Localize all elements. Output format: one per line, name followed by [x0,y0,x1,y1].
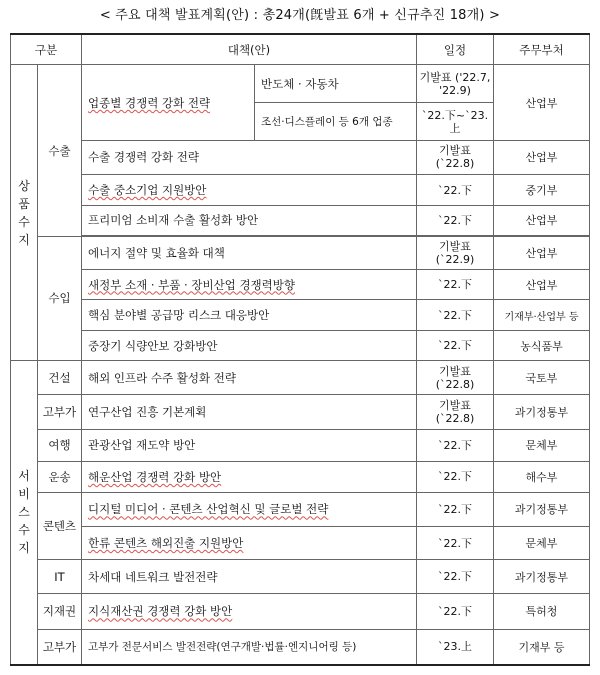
table-row [11,593,590,629]
ministry-cell: 해수부 [494,461,590,493]
group-goods: 상품수지 [11,65,38,360]
ministry-cell: 농식품부 [494,331,590,360]
subitem-cell: 조선·디스플레이 등 6개 업종 [255,103,417,141]
schedule-cell: `22.下 [417,493,494,527]
table-row [11,174,590,206]
ministry-cell: 문체부 [494,430,590,462]
table-row [11,526,590,560]
subgroup-import: 수입 [38,236,82,360]
ministry-cell: 과기정통부 [494,493,590,527]
subgroup-export: 수출 [38,65,82,236]
task-cell: 해외 인프라 수주 활성화 전략 [82,360,417,395]
ministry-cell: 산업부 [494,270,590,299]
table-row [11,236,590,270]
page-title: < 주요 대책 발표계획(안) : 총24개(旣발표 6개 + 신규추진 18개) > [99,8,501,23]
ministry-cell: 과기정통부 [494,395,590,430]
task-cell: 새정부 소재 · 부품 · 장비산업 경쟁력방향 [82,270,417,299]
schedule-cell: 기발표 ('22.7, '22.9) [417,65,494,103]
subgroup-contents: 콘텐츠 [38,493,82,560]
plan-table [10,33,590,666]
plan-table-container [10,33,589,666]
table-row [11,430,590,462]
task-cell: 차세대 네트워크 발전전략 [82,560,417,594]
table-row [11,461,590,493]
subgroup-ip: 지재권 [38,593,82,629]
ministry-cell: 산업부 [494,206,590,235]
table-row [11,629,590,665]
table-row [11,270,590,299]
subgroup-shipping: 운송 [38,461,82,493]
subgroup-tourism: 여행 [38,430,82,462]
schedule-cell: `22.下 [417,270,494,299]
table-row [11,493,590,527]
ministry-cell: 산업부 [494,65,590,141]
task-cell: 디지털 미디어 · 콘텐츠 산업혁신 및 글로벌 전략 [82,493,417,527]
schedule-cell: `22.下 [417,593,494,629]
task-cell: 연구산업 진흥 기본계획 [82,395,417,430]
task-cell: 에너지 절약 및 효율화 대책 [82,236,417,270]
table-row [11,360,590,395]
ministry-cell: 국토부 [494,360,590,395]
table-row [11,560,590,594]
ministry-cell: 과기정통부 [494,560,590,594]
schedule-cell: 기발표 (`22.8) [417,360,494,395]
table-row [11,141,590,175]
schedule-cell: `22.下 [417,206,494,235]
group-services: 서비스수지 [11,360,38,665]
task-cell: 수출 중소기업 지원방안 [82,174,417,206]
schedule-cell: `22.下 [417,430,494,462]
table-row [11,65,590,103]
header-category: 구분 [11,34,82,65]
schedule-cell: 기발표 (`22.8) [417,141,494,175]
header-ministry: 주무부처 [494,34,590,65]
header-schedule: 일정 [417,34,494,65]
schedule-cell: `22.下 [417,560,494,594]
schedule-cell: `22.下 [417,526,494,560]
task-cell: 관광산업 재도약 방안 [82,430,417,462]
task-cell: 핵심 분야별 공급망 리스크 대응방안 [82,299,417,331]
task-cell: 지식재산권 경쟁력 강화 방안 [82,593,417,629]
task-cell: 해운산업 경쟁력 강화 방안 [82,461,417,493]
table-row [11,395,590,430]
task-cell: 수출 경쟁력 강화 전략 [82,141,417,175]
ministry-cell: 특허청 [494,593,590,629]
header-measures: 대책(안) [82,34,417,65]
ministry-cell: 중기부 [494,174,590,206]
schedule-cell: `22.下 [417,331,494,360]
subgroup-construction: 건설 [38,360,82,395]
subitem-cell: 반도체 · 자동차 [255,65,417,103]
header-row [11,34,590,65]
task-cell: 중장기 식량안보 강화방안 [82,331,417,360]
ministry-cell: 기재부 등 [494,629,590,665]
ministry-cell: 산업부 [494,236,590,270]
schedule-cell: 기발표 (`22.9) [417,236,494,270]
subgroup-highvalue: 고부가 [38,395,82,430]
task-cell: 고부가 전문서비스 발전전략(연구개발·법률·엔지니어링 등) [82,629,417,665]
table-row [11,206,590,235]
table-row [11,331,590,360]
table-row [11,299,590,331]
schedule-cell: `22.下 [417,461,494,493]
task-cell: 업종별 경쟁력 강화 전략 [82,65,255,141]
schedule-cell: `22.下~`23.上 [417,103,494,141]
schedule-cell: `22.下 [417,174,494,206]
ministry-cell: 기재부·산업부 등 [494,299,590,331]
ministry-cell: 문체부 [494,526,590,560]
schedule-cell: `23.上 [417,629,494,665]
schedule-cell: 기발표 (`22.8) [417,395,494,430]
task-cell: 프리미엄 소비재 수출 활성화 방안 [82,206,417,235]
task-cell: 한류 콘텐츠 해외진출 지원방안 [82,526,417,560]
subgroup-it: IT [38,560,82,594]
ministry-cell: 산업부 [494,141,590,175]
subgroup-highvalue: 고부가 [38,629,82,665]
schedule-cell: `22.下 [417,299,494,331]
